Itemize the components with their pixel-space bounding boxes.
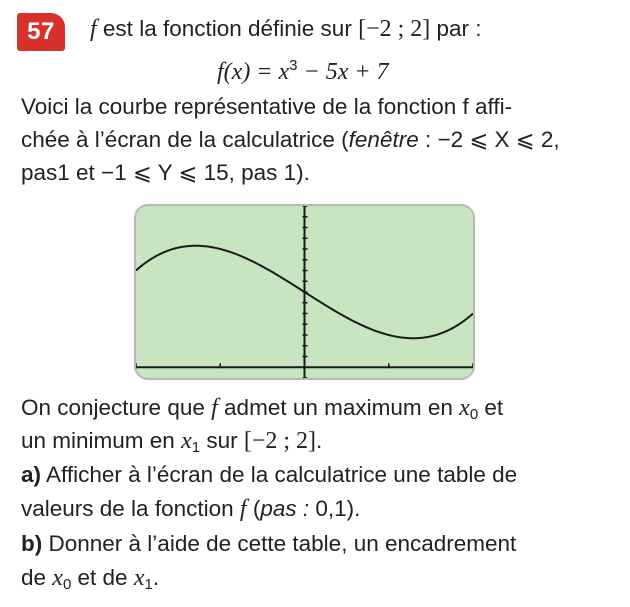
paragraph-1-line-2: chée à l’écran de la calculatrice (fenêtre : −2 ⩽ X ⩽ 2, [21, 127, 560, 152]
exercise-number-badge: 57 [17, 13, 65, 51]
function-formula: $f(x) = x^3 - 5x + 7$ [217, 57, 389, 85]
function-graph [136, 206, 473, 378]
question-a-line-2: valeurs de la fonction f (pas : 0,1). [21, 496, 361, 522]
question-a-line-1: a) Afficher à l’écran de la calculatrice une table de [21, 462, 518, 487]
paragraph-1-line-3: pas1 et −1 ⩽ Y ⩽ 15, pas 1). [21, 160, 310, 185]
question-b-line-1: b) Donner à l’aide de cette table, un encadrement [21, 531, 517, 556]
question-b-line-2: de $x_0$ et de $x_1$. [21, 565, 160, 593]
conjecture-line-2: un minimum en $x_1$ sur [−2 ; 2]. [21, 428, 323, 456]
calculator-screen [134, 204, 475, 380]
intro-line: f est la fonction définie sur [−2 ; 2] par : [90, 16, 482, 42]
paragraph-1-line-1: Voici la courbe représentative de la fonction f affi- [21, 94, 513, 119]
conjecture-line-1: On conjecture que f admet un maximum en $x_0$ et [21, 395, 504, 423]
